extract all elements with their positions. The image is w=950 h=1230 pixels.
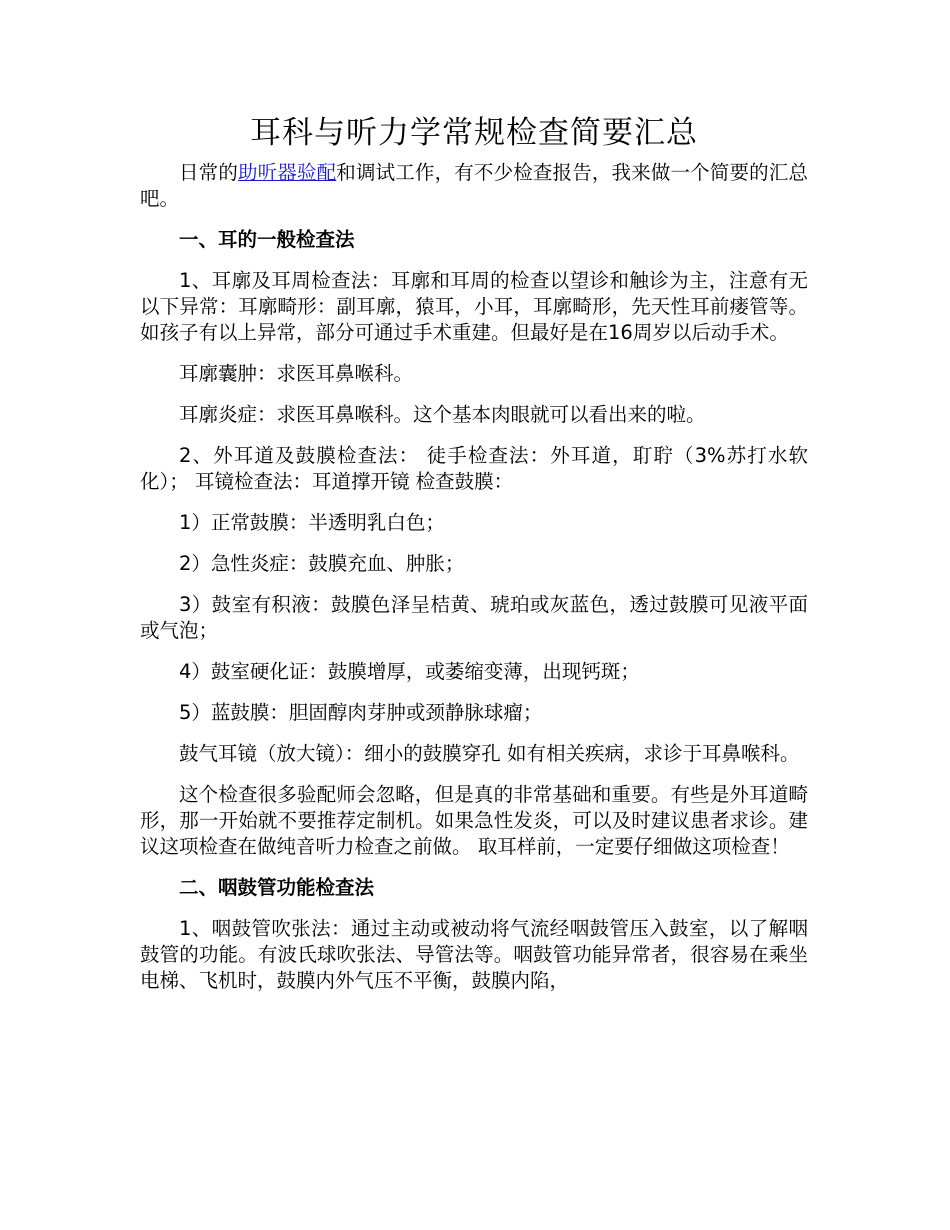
document-page [140,110,808,1009]
section-2-paragraph: 1、咽鼓管吹张法：通过主动或被动将气流经咽鼓管压入鼓室，以了解咽鼓管的功能。有波氏球吹张法、导管法等。咽鼓管功能异常者，很容易在乘坐电梯、飞机时，鼓膜内外气压不平衡，鼓膜内陷， [140,917,808,992]
section-1-paragraph: 1、耳廓及耳周检查法：耳廓和耳周的检查以望诊和触诊为主，注意有无以下异常：耳廓畸形：副耳廓，猿耳，小耳，耳廓畸形，先天性耳前瘘管等。如孩子有以上异常，部分可通过手术重建。但最好是在16周岁以后动手术。 [140,269,808,344]
section-1-paragraph: 2、外耳道及鼓膜检查法： 徒手检查法：外耳道，耵聍（3%苏打水软化）； 耳镜检查法：耳道撑开镜 检查鼓膜： [140,444,808,493]
section-1-paragraph: 耳廓炎症：求医耳鼻喉科。这个基本肉眼就可以看出来的啦。 [179,403,706,426]
hearing-aid-fitting-link[interactable]: 助听器验配 [237,161,337,184]
section-1-paragraph: 2）急性炎症：鼓膜充血、肿胀； [179,552,465,575]
section-1-paragraph: 鼓气耳镜（放大镜）：细小的鼓膜穿孔 如有相关疾病，求诊于耳鼻喉科。 [179,742,800,765]
section-1-paragraph: 5）蓝鼓膜：胆固醇肉芽肿或颈静脉球瘤； [179,701,543,724]
section-1-paragraph: 1）正常鼓膜：半透明乳白色； [179,511,445,534]
section-1-paragraph: 耳廓囊肿：求医耳鼻喉科。 [179,362,414,385]
section-2-heading: 二、咽鼓管功能检查法 [179,876,375,899]
intro-text-after: 和调试工作，有不少检查报告，我来做一个简要的汇总吧。 [140,161,808,210]
section-1-paragraph: 3）鼓室有积液：鼓膜色泽呈桔黄、琥珀或灰蓝色，透过鼓膜可见液平面或气泡； [140,593,808,642]
section-1-paragraph: 4）鼓室硬化证：鼓膜增厚，或萎缩变薄，出现钙斑； [179,660,640,683]
section-1-paragraph: 这个检查很多验配师会忽略，但是真的非常基础和重要。有些是外耳道畸形，那一开始就不要推荐定制机。如果急性发炎，可以及时建议患者求诊。建议这项检查在做纯音听力检查之前做。 取耳样前，一定要仔细做这项检查！ [140,783,808,858]
section-1-heading: 一、耳的一般检查法 [179,228,355,251]
intro-paragraph [140,160,808,212]
intro-text-before: 日常的 [179,161,238,184]
document-title: 耳科与听力学常规检查简要汇总 [250,115,698,151]
